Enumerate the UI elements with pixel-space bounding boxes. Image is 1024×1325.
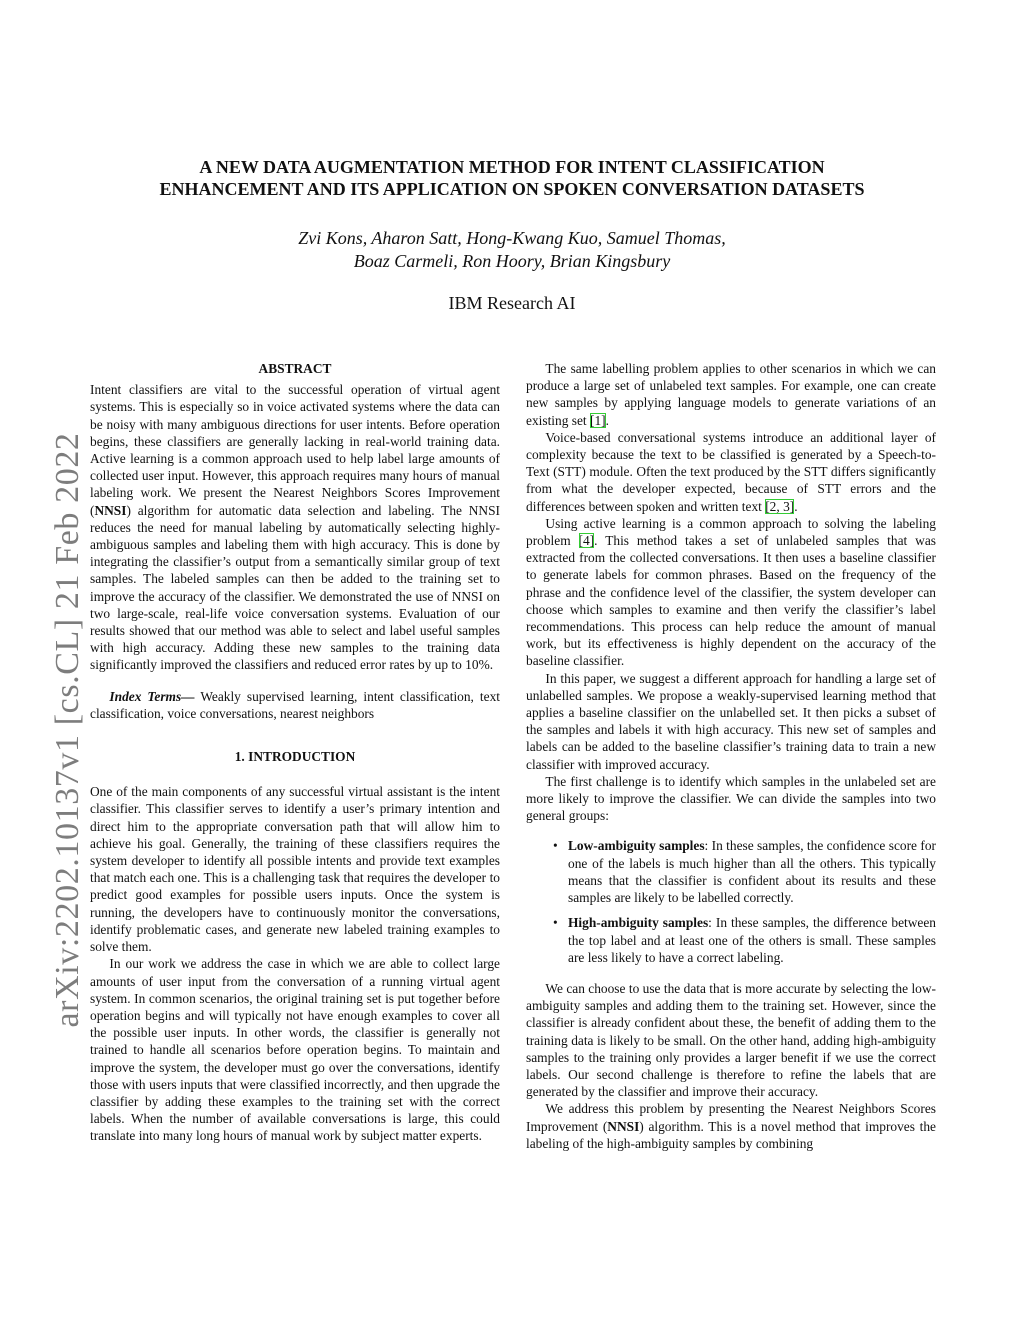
introduction-heading: 1. INTRODUCTION (234, 749, 356, 765)
abstract-body (90, 381, 500, 673)
abstract-text-part-1: Intent classifiers are vital to the successful operation of virtual agent systems. This is especially so in voice activated systems where the data can be noisy with many ambiguous directions for user intents. Before operation begins, these classifiers are generally lacking in real-world training data. Active learning is a common approach used to help label large amounts of collected user input. However, this approach requires many hours of manual labeling work. We present the Nearest Neighbors Scores Improvement ( (90, 382, 500, 518)
authors-line-2: Boaz Carmeli, Ron Hoory, Brian Kingsbury (353, 251, 671, 271)
index-terms (90, 688, 500, 722)
right-paragraph-6: We can choose to use the data that is more accurate by selecting the low-ambiguity samples and adding them to the training set. However, since the classifier is already confident about these, the benefit of adding them to the training data is likely to be small. On the other hand, adding high-ambiguity samples to the training only provides a larger benefit if we use the correct labels. Our second challenge is therefore to refine the labels that are generated by the classifier and improve their accuracy. (526, 980, 936, 1100)
right-p7-text: We address this problem by presenting the Nearest Neighbors Scores Improvement ( (526, 1101, 936, 1134)
index-terms-text: Weakly supervised learning, intent classification, text classification, voice conversations, nearest neighbors (90, 688, 500, 721)
right-paragraph-4: In this paper, we suggest a different approach for handling a large set of unlabelled samples. We propose a weakly-supervised learning method that applies a baseline classifier on the unlabelled set. It then picks a subset of the samples and labels it with high accuracy. This new set of samples and labels can be added to the baseline classifier’s training data to train a new classifier with improved accuracy. (526, 670, 936, 772)
left-column (90, 360, 500, 1145)
right-paragraph-3 (526, 515, 936, 670)
citation-link-4[interactable]: [4] (578, 533, 595, 549)
right-p3-text: Using active learning is a common approach to solving the labeling problem (526, 515, 936, 549)
right-column (526, 360, 936, 1152)
citation-link-1[interactable]: [1] (589, 412, 606, 428)
right-p7-rest: ) algorithm. This is a novel method that improves the labeling of the high-ambiguity samples by combining (526, 1118, 936, 1151)
intro-paragraph-1: One of the main components of any successful virtual assistant is the intent classifier. This classifier serves to identify a user’s primary intention and direct him to the appropriate conversation path that will allow him to achieve his goal. Generally, the training of these classifiers requires the system developer to identify all possible intents and provide text examples that match each one. This is a challenging task that requires the developer to predict good examples for possible users inputs. Once the system is running, the developers have to continuously monitor the conversations, identify problematic cases, and generate new labeled training examples to solve them. (90, 784, 500, 955)
arxiv-sidebar-stamp: arXiv:2202.10137v1 [cs.CL] 21 Feb 2022 (49, 432, 86, 1028)
intro-paragraph-2: In our work we address the case in which we are able to collect large amounts of user input from the conversation of a running virtual agent system. In common scenarios, the original training set is put together before operation begins and will typically not have enough examples to cover all the possible user inputs. In other words, the classifier is generally not trained to handle all scenarios before operation begins. To maintain and improve the system, the developer must go over the conversations, identify those with users inputs that were classified incorrectly, and then upgrade the classifier by adding these examples to the training set with the correct labels. When the number of available conversations is large, this could translate into many long hours of manual work by subject matter experts. (90, 956, 500, 1144)
bullet-icon: • (553, 915, 558, 931)
paper-title (100, 156, 924, 200)
right-p2-end: . (794, 498, 798, 514)
right-paragraph-1 (526, 360, 936, 429)
title-line-1: A NEW DATA AUGMENTATION METHOD FOR INTENT CLASSIFICATION (199, 157, 825, 177)
bullet-term: Low-ambiguity samples (568, 838, 705, 854)
right-p2-text: Voice-based conversational systems introduce an additional layer of complexity because the text to be classified is generated by a Speech-to-Text (STT) module. Often the text produced by the STT differs significantly from what the developer expected, because of STT errors and the differences between spoken and written text (526, 429, 936, 514)
title-line-2: ENHANCEMENT AND ITS APPLICATION ON SPOKEN CONVERSATION DATASETS (159, 179, 865, 199)
bullet-text: : In these samples, the confidence score for one of the labels is much higher than all the others. This typically means that the classifier is confident about its results and these samples are likely to be labelled correctly. (568, 838, 936, 906)
authors-line-1: Zvi Kons, Aharon Satt, Hong-Kwang Kuo, Samuel Thomas, (298, 228, 726, 248)
right-paragraph-2 (526, 429, 936, 515)
bullet-icon: • (553, 838, 558, 854)
abstract-text-part-2: ) algorithm for automatic data selection and labeling. The NNSI reduces the need for manual labeling by automatically selecting highly-ambiguous samples and labeling them with high accuracy. This is done by integrating the classifier’s output from a semantically similar group of text samples. The labeled samples can then be added to the training set to improve the accuracy of the classifier. We demonstrated the use of NNSI on two large-scale, real-life voice conversation systems. Evaluation of our results showed that our method was able to select and label useful samples with high accuracy. Adding these new samples to the training data significantly improved the classifiers and reduced error rates by up to 10%. (90, 502, 500, 673)
author-list (150, 227, 874, 273)
right-p1-end: . (605, 412, 609, 428)
list-item (553, 914, 936, 966)
right-paragraph-7 (526, 1100, 936, 1152)
sample-group-list (526, 837, 936, 965)
abstract-nnsi-bold: NNSI (94, 502, 127, 518)
index-terms-label: Index Terms— (109, 688, 195, 704)
right-p3-rest: . This method takes a set of unlabeled samples that was extracted from the collected conversations. It then uses a baseline classifier to generate labels for common phrases. Based on the frequency of the phrase and the confidence level of the classifier, the system developer can choose which samples to examine and then verify the classifier’s label recommendations. This process can help reduce the amount of manual work, but its effectiveness is highly dependent on the accuracy of the baseline classifier. (526, 533, 936, 669)
bullet-text: : In these samples, the difference between the top label and at least one of the others is small. These samples are less likely to have a correct labeling. (568, 915, 936, 965)
right-paragraph-5: The first challenge is to identify which samples in the unlabeled set are more likely to improve the classifier. We can divide the samples into two general groups: (526, 773, 936, 824)
bullet-term: High-ambiguity samples (568, 915, 709, 931)
affiliation: IBM Research AI (448, 293, 576, 313)
right-p1-text: The same labelling problem applies to other scenarios in which we can produce a large set of unlabeled text samples. For example, one can create new samples by applying language models to generate variations of an existing set (526, 361, 936, 428)
abstract-heading: ABSTRACT (258, 361, 332, 376)
citation-link-2-3[interactable]: [2, 3] (765, 498, 795, 514)
list-item (553, 837, 936, 906)
right-p7-nnsi-bold: NNSI (607, 1118, 640, 1134)
